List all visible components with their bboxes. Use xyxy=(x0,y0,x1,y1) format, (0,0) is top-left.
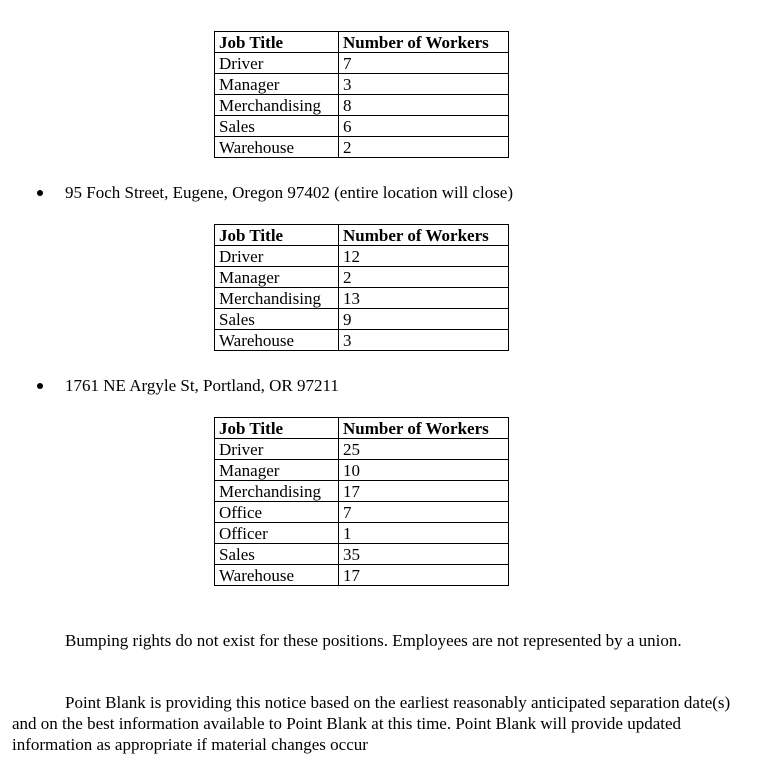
worker-count-cell: 1 xyxy=(339,523,509,544)
worker-count-cell: 13 xyxy=(339,288,509,309)
job-title-cell: Driver xyxy=(215,246,339,267)
worker-count-cell: 7 xyxy=(339,502,509,523)
worker-count-cell: 17 xyxy=(339,481,509,502)
table-row xyxy=(215,439,509,460)
worker-count-cell: 35 xyxy=(339,544,509,565)
table-row xyxy=(215,481,509,502)
table-row xyxy=(215,502,509,523)
job-title-cell: Manager xyxy=(215,460,339,481)
job-title-cell: Warehouse xyxy=(215,565,339,586)
table-header-row xyxy=(215,418,509,439)
table-row xyxy=(215,460,509,481)
table-row xyxy=(215,523,509,544)
job-title-cell: Merchandising xyxy=(215,288,339,309)
table-header-row xyxy=(215,225,509,246)
workers-table-3 xyxy=(214,417,509,586)
table-row xyxy=(215,74,509,95)
bumping-rights-paragraph xyxy=(12,630,732,651)
table-row xyxy=(215,116,509,137)
job-title-cell: Office xyxy=(215,502,339,523)
header-number-of-workers: Number of Workers xyxy=(339,225,509,246)
header-number-of-workers: Number of Workers xyxy=(339,418,509,439)
worker-count-cell: 6 xyxy=(339,116,509,137)
worker-count-cell: 9 xyxy=(339,309,509,330)
worker-count-cell: 3 xyxy=(339,74,509,95)
table-row xyxy=(215,330,509,351)
job-title-cell: Sales xyxy=(215,116,339,137)
bullet-dot-icon xyxy=(37,190,43,196)
job-title-cell: Merchandising xyxy=(215,481,339,502)
worker-count-cell: 17 xyxy=(339,565,509,586)
table-row xyxy=(215,565,509,586)
table-row xyxy=(215,246,509,267)
table-row xyxy=(215,137,509,158)
worker-count-cell: 7 xyxy=(339,53,509,74)
table-row xyxy=(215,95,509,116)
worker-count-cell: 3 xyxy=(339,330,509,351)
workers-table-1 xyxy=(214,31,509,158)
worker-count-cell: 8 xyxy=(339,95,509,116)
location-address: 1761 NE Argyle St, Portland, OR 97211 xyxy=(65,376,339,395)
job-title-cell: Driver xyxy=(215,439,339,460)
header-number-of-workers: Number of Workers xyxy=(339,32,509,53)
job-title-cell: Sales xyxy=(215,309,339,330)
table-row xyxy=(215,544,509,565)
paragraph-text: Bumping rights do not exist for these positions. Employees are not represented by a union. xyxy=(65,631,682,650)
workers-table-2 xyxy=(214,224,509,351)
job-title-cell: Manager xyxy=(215,74,339,95)
job-title-cell: Warehouse xyxy=(215,330,339,351)
header-job-title: Job Title xyxy=(215,225,339,246)
job-title-cell: Sales xyxy=(215,544,339,565)
paragraph-text: Point Blank is providing this notice based on the earliest reasonably anticipated separation date(s) and on the best information available to Point Blank at this time. Point Blank will provide updated information as appropriate if material changes occur xyxy=(12,693,731,754)
worker-count-cell: 2 xyxy=(339,267,509,288)
header-job-title: Job Title xyxy=(215,418,339,439)
table-row xyxy=(215,53,509,74)
worker-count-cell: 2 xyxy=(339,137,509,158)
worker-count-cell: 12 xyxy=(339,246,509,267)
table-row xyxy=(215,267,509,288)
location-address: 95 Foch Street, Eugene, Oregon 97402 (entire location will close) xyxy=(65,183,514,202)
worker-count-cell: 25 xyxy=(339,439,509,460)
job-title-cell: Manager xyxy=(215,267,339,288)
job-title-cell: Merchandising xyxy=(215,95,339,116)
job-title-cell: Warehouse xyxy=(215,137,339,158)
notice-basis-paragraph xyxy=(12,692,732,755)
table-header-row xyxy=(215,32,509,53)
job-title-cell: Officer xyxy=(215,523,339,544)
worker-count-cell: 10 xyxy=(339,460,509,481)
table-row xyxy=(215,309,509,330)
bullet-dot-icon xyxy=(37,383,43,389)
table-row xyxy=(215,288,509,309)
job-title-cell: Driver xyxy=(215,53,339,74)
header-job-title: Job Title xyxy=(215,32,339,53)
